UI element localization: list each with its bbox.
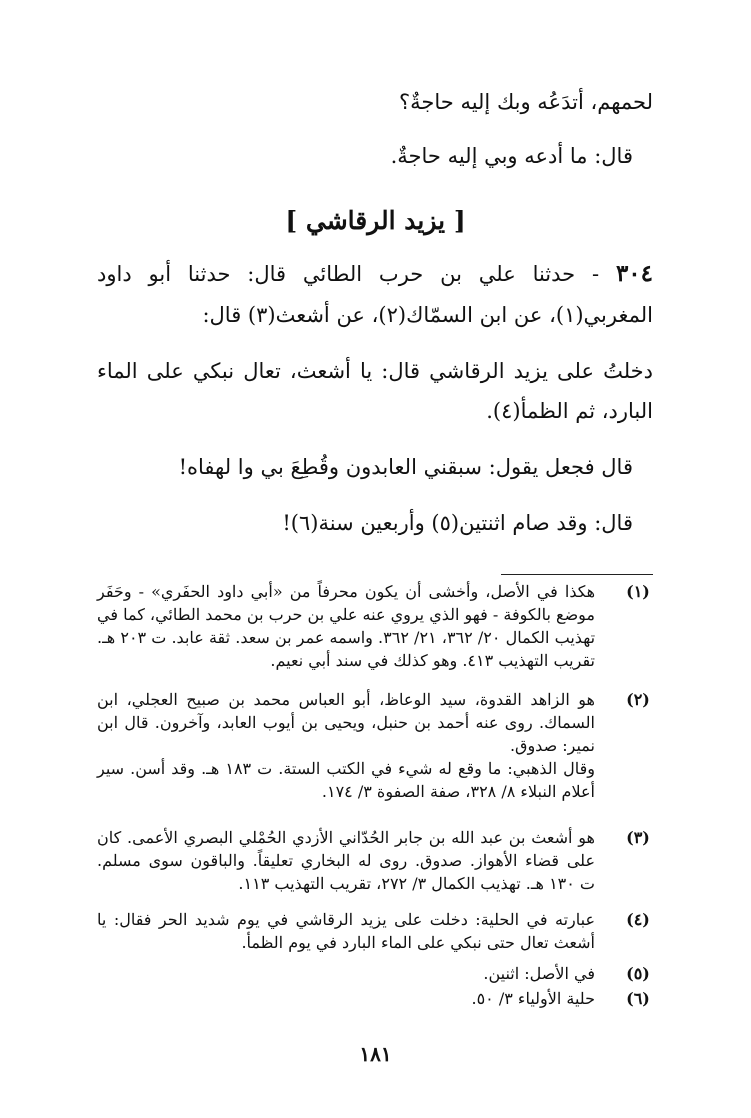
footnote <box>97 580 653 672</box>
footnote-line: أعلام النبلاء ٨/ ٣٢٨، صفة الصفوة ٣/ ١٧٤. <box>321 782 595 801</box>
footnote-line: ت ١٣٠ هـ. تهذيب الكمال ٣/ ٢٧٢، تقريب التهذيب ١١٣. <box>238 874 595 893</box>
footnote-line: على قضاء الأهواز. صدوق. روى له البخاري تعليقاً. والباقون سوى مسلم. <box>97 851 595 870</box>
footnote-line: وقال الذهبي: ما وقع له شيء في الكتب الستة. ت ١٨٣ هـ. وقد أسن. سير <box>97 759 596 778</box>
footnote-line: تقريب التهذيب ٤١٣. وهو كذلك في سند أبي نعيم. <box>270 651 595 670</box>
footnote <box>97 987 653 1010</box>
footnote-number: (٤) <box>626 910 650 929</box>
text-line: المغربي(١)، عن ابن السمّاك(٢)، عن أشعث(٣) قال: <box>202 303 653 327</box>
footnote-line: حلية الأولياء ٣/ ٥٠. <box>471 989 595 1008</box>
footnote <box>97 826 653 895</box>
footnote-line: تهذيب الكمال ٢٠/ ٣٦٢، ٢١/ ٣٦٢. واسمه عمر بن سعد. ثقة عابد. ت ٢٠٣ هـ. <box>97 628 596 647</box>
footnote-line: أشعث تعال حتى نبكي على الماء البارد في يوم الظمأ. <box>241 933 595 952</box>
footnote-line: نمير: صدوق. <box>509 736 595 755</box>
text-line: قال فجعل يقول: سبقني العابدون وقُطِعَ بي وا لهفاه! <box>178 455 633 479</box>
text-line: قال: وقد صام اثنتين(٥) وأربعين سنة(٦)! <box>282 511 633 535</box>
section-heading: [ يزيد الرقاشي ] <box>285 206 466 235</box>
text-line: لحمهم، أتدَعُه وبك إليه حاجةٌ؟ <box>399 90 653 114</box>
footnote-number: (٥) <box>626 964 650 983</box>
hadith-number: ٣٠٤ <box>615 260 653 287</box>
footnote-number: (٢) <box>626 690 650 709</box>
footnote-line: هو أشعث بن عبد الله بن جابر الحُدّاني الأزدي الحُمْلي البصري الأعمى. كان <box>97 828 595 847</box>
footnote-divider <box>501 574 653 575</box>
footnote-number: (١) <box>626 582 650 601</box>
hadith-isnad: - حدثنا علي بن حرب الطائي قال: حدثنا أبو داود <box>97 262 600 286</box>
footnote-number: (٣) <box>626 828 650 847</box>
footnote <box>97 908 653 954</box>
footnote-line: هكذا في الأصل، وأخشى أن يكون محرفاً من «أبي داود الحفَري» - وحَفَر <box>97 582 595 601</box>
text-line: البارد، ثم الظمأ(٤). <box>486 399 653 423</box>
footnote <box>97 688 653 803</box>
footnote-line: موضع بالكوفة - فهو الذي يروي عنه علي بن حرب بن محمد الطائي، كما في <box>97 605 595 624</box>
footnote-line: السماك. روى عنه أحمد بن حنبل، ويحيى بن أيوب العابد، وآخرون. قال ابن <box>97 713 595 732</box>
footnote-line: عبارته في الحلية: دخلت على يزيد الرقاشي في يوم شديد الحر فقال: يا <box>97 910 595 929</box>
footnote-line: في الأصل: اثنين. <box>483 964 595 983</box>
text-line: قال: ما أدعه وبي إليه حاجةٌ. <box>390 144 633 168</box>
footnote-number: (٦) <box>626 989 650 1008</box>
page-number: ١٨١ <box>359 1042 392 1066</box>
footnote <box>97 962 653 985</box>
hadith-line <box>97 259 653 289</box>
text-line: دخلتُ على يزيد الرقاشي قال: يا أشعث، تعال نبكي على الماء <box>97 359 653 383</box>
footnote-line: هو الزاهد القدوة، سيد الوعاظ، أبو العباس محمد بن صبيح العجلي، ابن <box>97 690 595 709</box>
